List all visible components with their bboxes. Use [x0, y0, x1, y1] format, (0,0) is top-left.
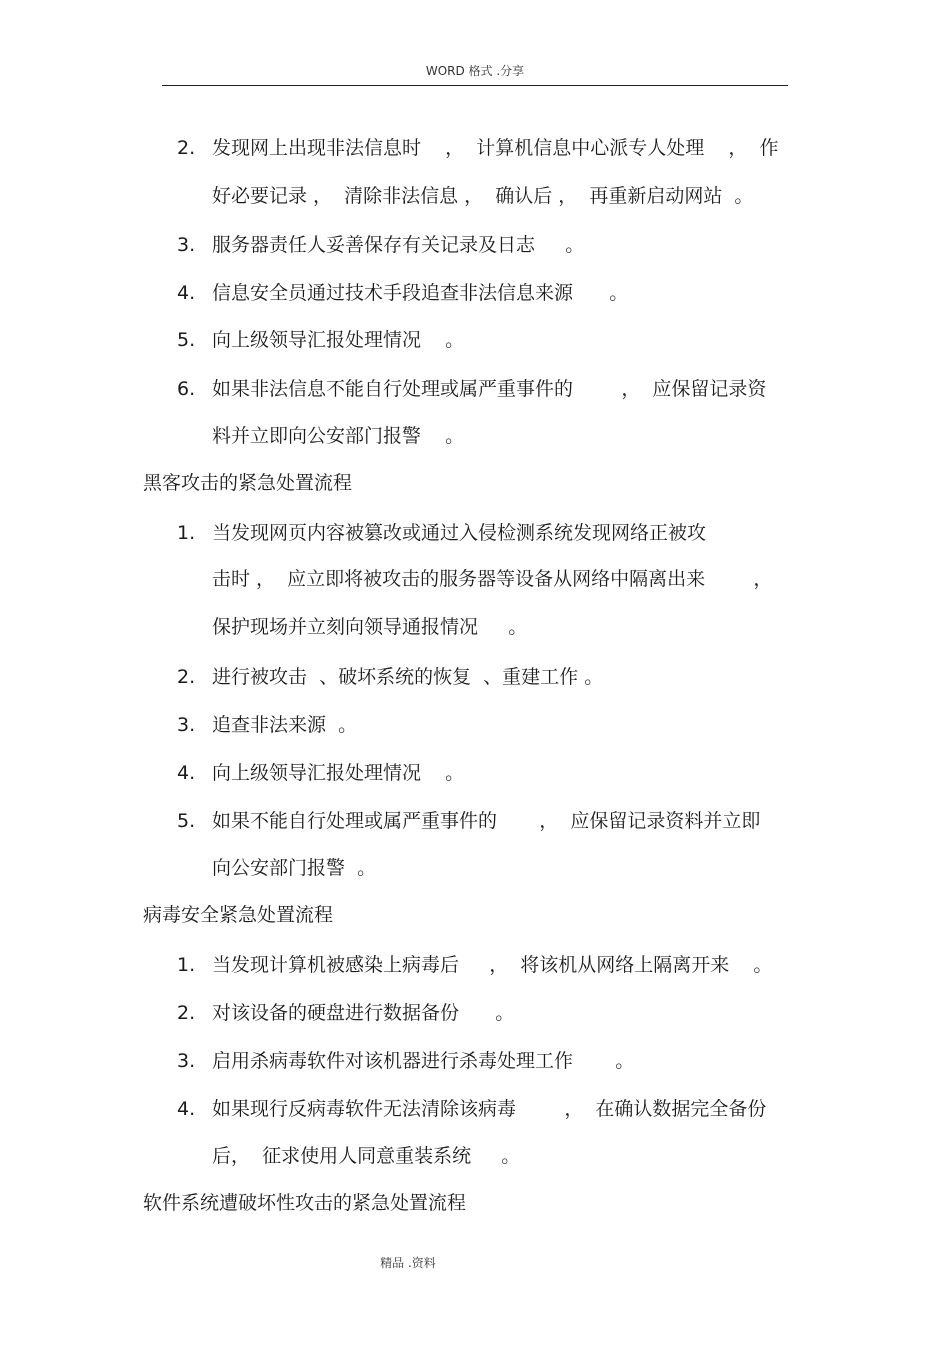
list-item-number: 2.: [177, 1002, 196, 1024]
list-item-text: 进行被攻击 、破坏系统的恢复 、重建工作 。: [212, 666, 604, 688]
page-footer: 精品 .资料: [380, 1256, 436, 1270]
header-divider: [162, 85, 788, 86]
list-item-text: 信息安全员通过技术手段追查非法信息来源 。: [212, 282, 629, 304]
section-heading: 软件系统遭破坏性攻击的紧急处置流程: [143, 1192, 467, 1214]
list-item-continuation: 好必要记录 ， 清除非法信息 ， 确认后 ， 再重新启动网站 。: [212, 185, 754, 207]
list-item-number: 5.: [177, 810, 196, 832]
list-item-text: 当发现网页内容被篡改或通过入侵检测系统发现网络正被攻: [212, 522, 707, 544]
list-item-text: 对该设备的硬盘进行数据备份 。: [212, 1002, 515, 1024]
list-item-number: 6.: [177, 378, 196, 400]
list-item-text: 向上级领导汇报处理情况 。: [212, 329, 465, 351]
list-item-continuation: 向公安部门报警 。: [212, 857, 377, 879]
list-item-number: 4.: [177, 1098, 196, 1120]
list-item-text: 启用杀病毒软件对该机器进行杀毒处理工作 。: [212, 1050, 635, 1072]
list-item-number: 4.: [177, 762, 196, 784]
list-item-number: 3.: [177, 1050, 196, 1072]
section-heading: 病毒安全紧急处置流程: [143, 904, 334, 926]
list-item-number: 1.: [177, 954, 196, 976]
list-item-number: 3.: [177, 714, 196, 736]
list-item-text: 如果不能自行处理或属严重事件的 ， 应保留记录资料并立即: [212, 810, 761, 832]
list-item-text: 服务器责任人妥善保存有关记录及日志 。: [212, 234, 585, 256]
list-item-text: 当发现计算机被感染上病毒后 ， 将该机从网络上隔离开来 。: [212, 954, 773, 976]
list-item-continuation: 后， 征求使用人同意重装系统 。: [212, 1145, 521, 1167]
list-item-text: 如果非法信息不能自行处理或属严重事件的 ， 应保留记录资: [212, 378, 767, 400]
list-item-number: 2.: [177, 666, 196, 688]
list-item-text: 发现网上出现非法信息时 ， 计算机信息中心派专人处理 ， 作: [212, 137, 779, 159]
list-item-number: 4.: [177, 282, 196, 304]
list-item-text: 向上级领导汇报处理情况 。: [212, 762, 465, 784]
page-header: WORD 格式 .分享: [425, 64, 525, 78]
section-heading: 黑客攻击的紧急处置流程: [143, 472, 353, 494]
list-item-text: 如果现行反病毒软件无法清除该病毒 ， 在确认数据完全备份: [212, 1098, 767, 1120]
list-item-number: 3.: [177, 234, 196, 256]
list-item-continuation: 击时 ， 应立即将被攻击的服务器等设备从网络中隔离出来 ，: [212, 568, 773, 590]
list-item-number: 1.: [177, 522, 196, 544]
list-item-text: 追查非法来源 。: [212, 714, 358, 736]
list-item-continuation: 保护现场并立刻向领导通报情况 。: [212, 616, 528, 638]
list-item-number: 2.: [177, 137, 196, 159]
list-item-continuation: 料并立即向公安部门报警 。: [212, 425, 465, 447]
list-item-number: 5.: [177, 329, 196, 351]
